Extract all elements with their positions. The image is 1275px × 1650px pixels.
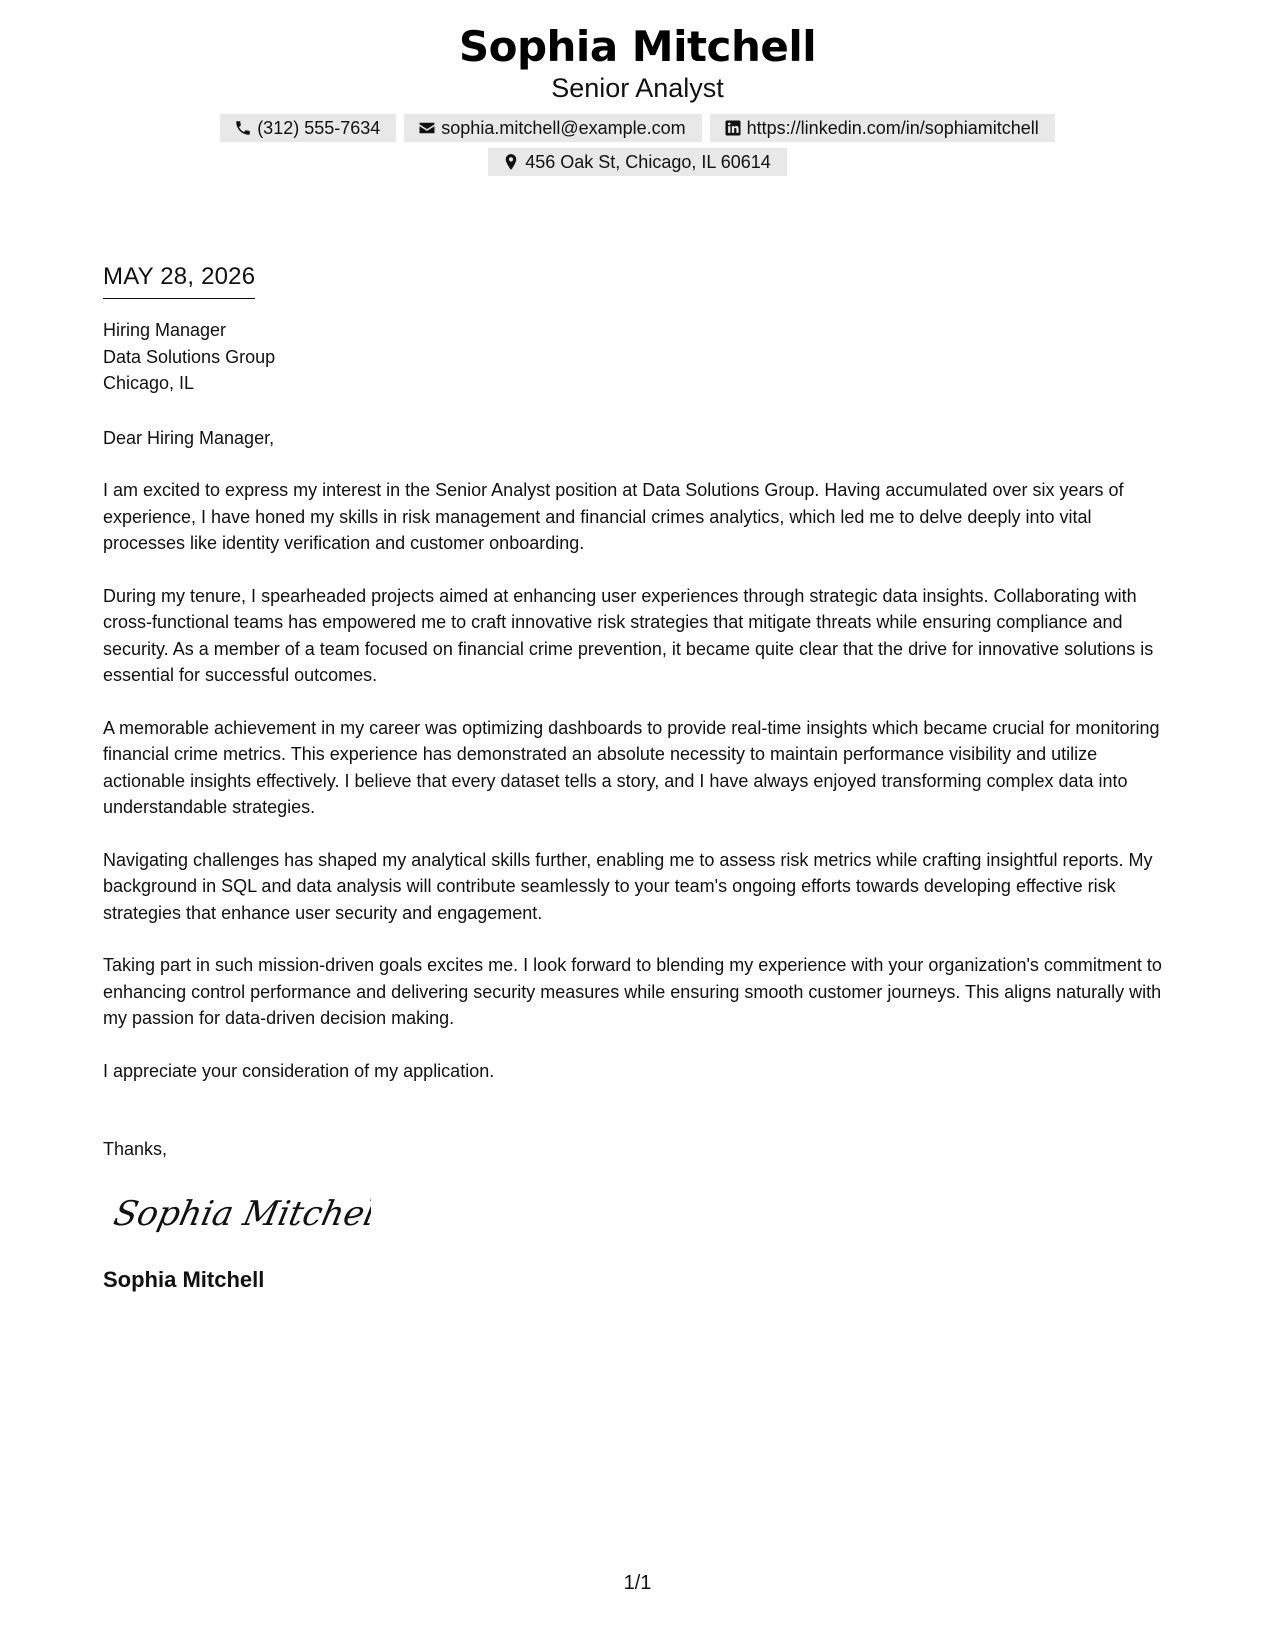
phone-number: (312) 555-7634 xyxy=(257,118,381,138)
recipient-role: Hiring Manager xyxy=(103,320,227,340)
email-address: sophia.mitchell@example.com xyxy=(441,118,686,138)
envelope-icon xyxy=(418,119,436,137)
body-paragraph: During my tenure, I spearheaded projects aimed at enhancing user experiences through strategic data insights. Collaborating with cross-functional teams has empowered me to craft innovative risk strategies that mitigate threats while ensuring compliance and security. As a member of a team focused on financial crime prevention, it became quite clear that the drive for innovative solutions is essential for successful outcomes. xyxy=(103,585,1154,685)
closing: Thanks, xyxy=(103,1139,168,1159)
body-paragraph: A memorable achievement in my career was optimizing dashboards to provide real-time insights which became crucial for monitoring financial crime metrics. This experience has demonstrated an absolute necessity to maintain performance visibility and utilize actionable insights effectively. I believe that every dataset tells a story, and I have always enjoyed transforming complex data into understandable strategies. xyxy=(103,717,1160,817)
contact-row xyxy=(0,148,1275,176)
body-paragraph: Taking part in such mission-driven goals excites me. I look forward to blending my experience with your organization's commitment to enhancing control performance and delivering security measures while ensuring smooth customer journeys. This aligns naturally with my passion for data-driven decision making. xyxy=(103,955,1162,1028)
email-chip xyxy=(404,114,701,142)
address-chip xyxy=(488,148,787,176)
street-address: 456 Oak St, Chicago, IL 60614 xyxy=(525,152,771,172)
recipient-company: Data Solutions Group xyxy=(103,346,276,367)
body-paragraph: I am excited to express my interest in the Senior Analyst position at Data Solutions Group. Having accumulated over six years of experience, I have honed my skills in risk management and financial crimes analytics, which led me to delve deeply into vital processes like identity verification and customer onboarding. xyxy=(103,480,1124,553)
signature-text: Sophia Mitchell xyxy=(111,1193,371,1234)
linkedin-chip xyxy=(710,114,1055,142)
linkedin-url: https://linkedin.com/in/sophiamitchell xyxy=(746,118,1039,138)
phone-icon xyxy=(234,119,252,137)
letter-header xyxy=(0,20,1275,176)
signature-image xyxy=(111,1183,371,1243)
page-number: 1/1 xyxy=(623,1572,652,1594)
applicant-name: Sophia Mitchell xyxy=(458,22,817,71)
recipient-location: Chicago, IL xyxy=(103,373,195,393)
recipient-block xyxy=(103,317,1175,397)
body-paragraph: Navigating challenges has shaped my analytical skills further, enabling me to assess risk metrics while crafting insightful reports. My background in SQL and data analysis will contribute seamlessly to your team's ongoing efforts towards developing effective risk strategies that enhance user security and engagement. xyxy=(103,849,1153,923)
salutation: Dear Hiring Manager, xyxy=(103,427,275,448)
signed-name: Sophia Mitchell xyxy=(103,1267,265,1292)
applicant-title: Senior Analyst xyxy=(551,73,724,103)
linkedin-icon xyxy=(724,119,742,137)
letter-date: MAY 28, 2026 xyxy=(103,262,255,299)
contact-row xyxy=(0,114,1275,142)
body-paragraph: I appreciate your consideration of my application. xyxy=(103,1060,495,1081)
phone-chip xyxy=(220,114,396,142)
letter-body xyxy=(103,262,1175,1294)
map-pin-icon xyxy=(502,153,520,171)
